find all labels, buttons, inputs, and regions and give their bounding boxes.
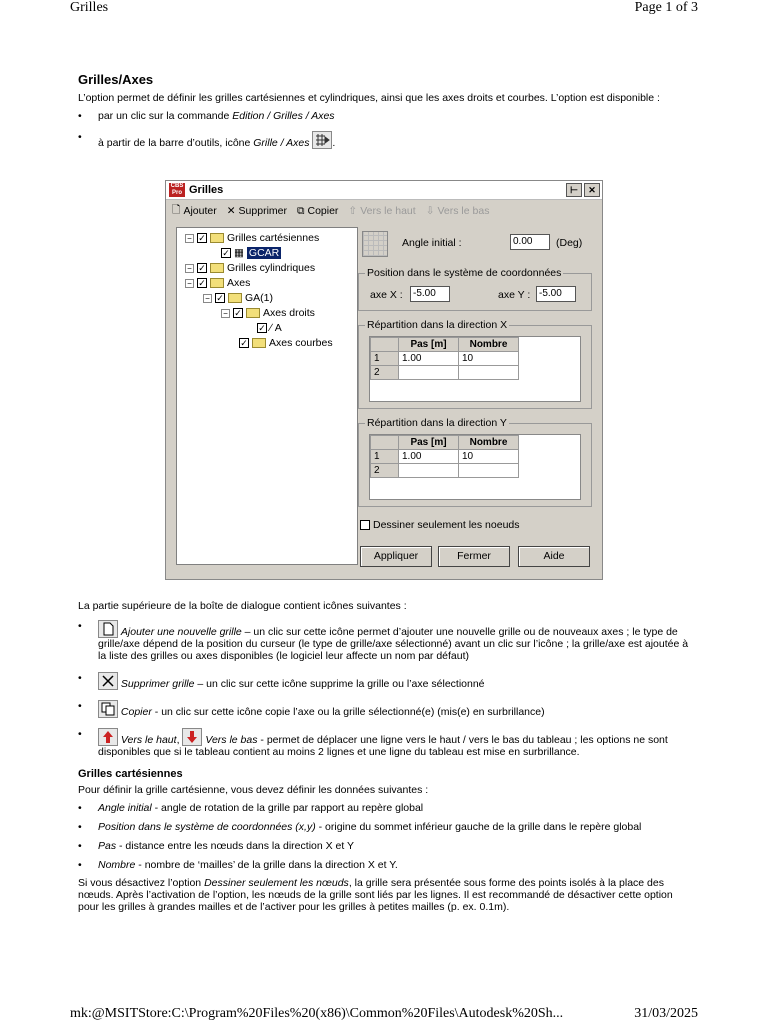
grid-table-y (370, 435, 519, 478)
group-title: Position dans le système de coordonnées (367, 267, 562, 279)
collapse-icon[interactable]: − (221, 309, 230, 318)
cart-list (78, 802, 693, 871)
group-title: Répartition dans la direction X (367, 319, 508, 331)
tree-label: Grilles cartésiennes (227, 232, 320, 244)
angle-unit: (Deg) (556, 237, 583, 249)
item-title: Supprimer grille (120, 678, 195, 690)
tree-node-curved-axes[interactable] (239, 337, 333, 349)
item-title: Position dans le système de coordonnées (x,y) (98, 821, 316, 833)
subsection-title: Grilles cartésiennes (78, 768, 183, 780)
row-number: 1 (371, 450, 399, 464)
list-item (78, 620, 693, 662)
tree-node-cylindrical[interactable] (185, 262, 315, 274)
cell-nombre[interactable]: 10 (459, 352, 519, 366)
tree-node-ga[interactable] (203, 292, 273, 304)
separator: , (176, 734, 183, 746)
item-text: - distance entre les nœuds dans la direction X et Y (116, 840, 355, 852)
new-page-icon (98, 620, 118, 638)
column-header: Pas [m] (399, 436, 459, 450)
axe-y-label: axe Y : (498, 289, 531, 301)
group-title: Répartition dans la direction Y (367, 417, 507, 429)
collapse-icon[interactable]: − (185, 279, 194, 288)
pin-icon[interactable]: ⊢ (566, 183, 582, 197)
row-number: 2 (371, 464, 399, 478)
checkbox-checked[interactable]: ✓ (198, 278, 206, 288)
folder-icon (210, 278, 224, 288)
checkbox-unchecked[interactable] (360, 520, 370, 530)
cell-nombre[interactable] (459, 464, 519, 478)
direction-y-grid[interactable] (369, 434, 581, 500)
delete-button[interactable] (227, 205, 287, 217)
list-item (78, 700, 693, 718)
tree-label: GA(1) (245, 292, 274, 304)
item-text: - permet de déplacer une ligne vers le haut / vers le bas du tableau ; les options ne sont disponibles que si le tableau contient au moins 2 lignes et une ligne du tableau est mise en surbrillance. (98, 734, 668, 758)
item-title: Nombre (98, 859, 136, 871)
apply-button[interactable]: Appliquer (360, 546, 432, 567)
item-text: – un clic sur cette icône supprime la grille ou l’axe sélectionné (194, 678, 485, 690)
app-logo-icon: CBS Pro (170, 183, 184, 196)
section-title: Grilles/Axes (78, 72, 154, 87)
tree-label: Axes droits (263, 307, 315, 319)
down-label: Vers le bas (437, 205, 490, 217)
dialog-toolbar (166, 200, 602, 222)
checkbox-label: Dessiner seulement les noeuds (373, 519, 520, 531)
footer-path: mk:@MSITStore:C:\Program%20Files%20(x86)\Common%20Files\Autodesk%20Sh... (70, 1006, 564, 1021)
arrow-down-icon: ⇩ (425, 205, 435, 217)
axe-x-label: axe X : (370, 289, 403, 301)
table-row[interactable] (371, 464, 519, 478)
column-header: Nombre (459, 338, 519, 352)
checkbox-checked[interactable]: ✓ (222, 248, 230, 258)
item-title: Angle initial (98, 802, 152, 814)
collapse-icon[interactable]: − (203, 294, 212, 303)
delete-x-icon: ✕ (226, 205, 236, 217)
item-text: - angle de rotation de la grille par rapport au repère global (151, 802, 424, 814)
copy-icon (98, 700, 118, 718)
checkbox-checked[interactable]: ✓ (258, 323, 266, 333)
item-text: – un clic sur cette icône permet d’ajouter une nouvelle grille ou de nouveaux axes ; le type de grille/axe dépend de la position du curseur (le type de grille/axe sélectionné) avant un clic sur l’icône ; la grille/axe est ajoutée à la liste des grilles ou axes disponibles (le logiciel leur affecte un nom par défaut) (98, 626, 689, 662)
angle-input[interactable]: 0.00 (510, 234, 550, 250)
tree-label: Axes (227, 277, 251, 289)
collapse-icon[interactable]: − (185, 264, 194, 273)
tree-label-selected: GCAR (248, 247, 280, 259)
grid-axes-icon (312, 131, 332, 149)
text: . (332, 137, 336, 149)
table-row[interactable] (371, 352, 519, 366)
cell-pas[interactable]: 1.00 (399, 352, 459, 366)
move-down-button[interactable] (426, 205, 490, 217)
page-number: Page 1 of 3 (634, 0, 698, 15)
direction-x-grid[interactable] (369, 336, 581, 402)
document-body (78, 72, 693, 149)
header-title: Grilles (70, 0, 109, 15)
table-row[interactable] (371, 366, 519, 380)
checkbox-checked[interactable]: ✓ (198, 263, 206, 273)
list-item (78, 131, 693, 149)
text: à partir de la barre d’outils, icône (98, 137, 254, 149)
add-label: Ajouter (183, 205, 217, 217)
checkbox-checked[interactable]: ✓ (240, 338, 248, 348)
item-text: - un clic sur cette icône copie l’axe ou la grille sélectionné(e) (mis(e) en surbrillance) (151, 706, 545, 718)
tree-label: Axes courbes (269, 337, 333, 349)
text: , la grille sera présentée sous forme des points isolés à la place des nœuds. Après l’activation de l’option, les nœuds de la grille sont liés par les lignes. Il est recommandé de désactiver cette option pour les grilles à grandes mailles et de l’activer pour les grilles à petites mailles (p. ex. 0.1m). (78, 877, 673, 913)
option-name: Dessiner seulement les nœuds (204, 877, 349, 889)
intro-text: L’option permet de définir les grilles cartésiennes et cylindriques, ainsi que les axes droits et courbes. L’option est disponible : (78, 92, 660, 104)
checkbox-checked[interactable]: ✓ (216, 293, 224, 303)
copy-icon: ⧉ (296, 204, 305, 217)
grid-preview-icon (362, 231, 388, 257)
table-row[interactable] (371, 450, 519, 464)
list-item (78, 859, 693, 871)
list-item (78, 840, 693, 852)
up-label: Vers le haut (360, 205, 416, 217)
list-item (78, 672, 693, 690)
help-button[interactable]: Aide (518, 546, 590, 567)
folder-icon (210, 233, 224, 243)
folder-open-icon (252, 338, 266, 348)
cart-intro: Pour définir la grille cartésienne, vous devez définir les données suivantes : (78, 784, 429, 796)
item-title: Copier (120, 706, 152, 718)
grid-table-x (370, 337, 519, 380)
arrow-up-icon: ⇧ (348, 205, 358, 217)
column-header: Nombre (459, 436, 519, 450)
copy-button[interactable] (297, 205, 338, 218)
grid-icon: ▦ (234, 247, 244, 259)
menu-path: Edition / Grilles / Axes (232, 110, 335, 122)
copy-label: Copier (307, 205, 339, 217)
move-up-button[interactable] (348, 205, 415, 217)
new-page-icon: 🗋 (172, 204, 181, 216)
grilles-dialog (165, 180, 603, 580)
tree-node-axis-a[interactable] (257, 322, 282, 334)
arrow-up-icon (98, 728, 118, 746)
tree-node-cartesian[interactable] (185, 232, 319, 244)
checkbox-checked[interactable]: ✓ (234, 308, 242, 318)
tree-node-gcar[interactable] (221, 247, 281, 259)
item-text: - nombre de ‘mailles’ de la grille dans la direction X et Y. (135, 859, 398, 871)
tree-label: Grilles cylindriques (227, 262, 316, 274)
axe-x-input[interactable]: -5.00 (410, 286, 450, 302)
row-number: 1 (371, 352, 399, 366)
item-title: Vers le haut (120, 734, 177, 746)
cell-pas[interactable]: 1.00 (399, 450, 459, 464)
item-title: Vers le bas (205, 734, 258, 746)
dialog-title: Grilles (189, 184, 224, 196)
folder-icon (228, 293, 242, 303)
document-body-lower (78, 600, 693, 913)
tool-name: Grille / Axes (253, 137, 310, 149)
cell-pas[interactable] (399, 366, 459, 380)
row-number: 2 (371, 366, 399, 380)
list-item (78, 728, 693, 758)
add-button[interactable] (172, 202, 217, 220)
list-item (78, 821, 693, 833)
tree-label: A (274, 322, 282, 334)
collapse-icon[interactable]: − (185, 234, 194, 243)
column-header: Pas [m] (399, 338, 459, 352)
item-title: Pas (98, 840, 117, 852)
close-icon[interactable]: ✕ (584, 183, 600, 197)
item-title: Ajouter une nouvelle grille (120, 626, 242, 638)
close-button[interactable]: Fermer (438, 546, 510, 567)
nodes-only-checkbox[interactable] (360, 519, 520, 531)
folder-icon (210, 263, 224, 273)
list-item (78, 802, 693, 814)
dialog-titlebar[interactable] (166, 181, 602, 200)
final-paragraph (78, 877, 693, 913)
access-list (78, 110, 693, 149)
axis-line-icon: ∕ (270, 322, 272, 334)
cell-pas[interactable] (399, 464, 459, 478)
cell-nombre[interactable]: 10 (459, 450, 519, 464)
text: Si vous désactivez l’option (78, 877, 205, 889)
list-item (78, 110, 693, 122)
arrow-down-icon (182, 728, 202, 746)
grid-tree[interactable] (176, 227, 358, 565)
checkbox-checked[interactable]: ✓ (198, 233, 206, 243)
cell-nombre[interactable] (459, 366, 519, 380)
folder-open-icon (246, 308, 260, 318)
tree-node-axes[interactable] (185, 277, 250, 289)
axe-y-input[interactable]: -5.00 (536, 286, 576, 302)
angle-label: Angle initial : (402, 237, 462, 249)
icons-list (78, 620, 693, 758)
delete-x-icon (98, 672, 118, 690)
icons-intro: La partie supérieure de la boîte de dialogue contient icônes suivantes : (78, 600, 407, 612)
delete-label: Supprimer (238, 205, 287, 217)
text: par un clic sur la commande (98, 110, 233, 122)
tree-node-straight-axes[interactable] (221, 307, 315, 319)
footer-date: 31/03/2025 (634, 1006, 698, 1021)
item-text: - origine du sommet inférieur gauche de la grille dans le repère global (315, 821, 642, 833)
